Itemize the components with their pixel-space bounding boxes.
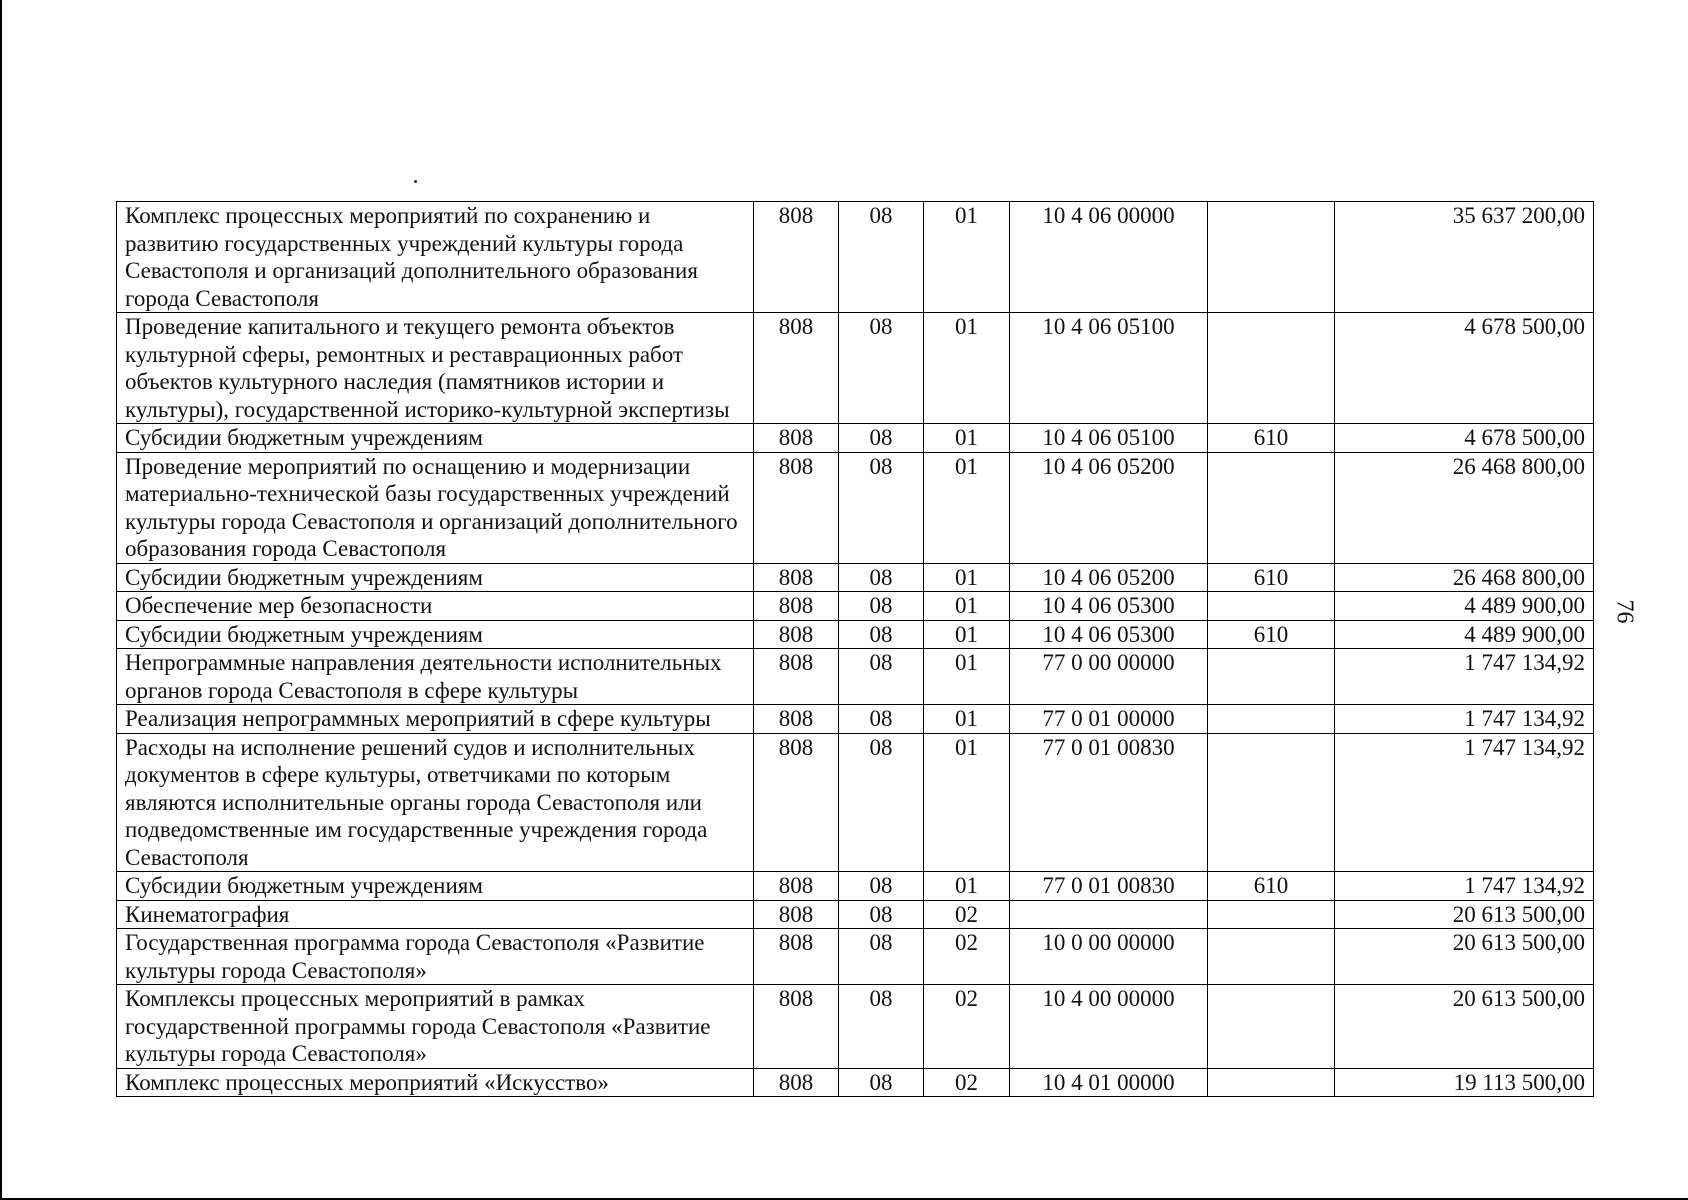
cell-name: Реализация непрограммных мероприятий в сфере культуры [117,705,754,734]
cell-csr [1010,900,1208,929]
cell-vr [1208,592,1335,621]
cell-sum: 1 747 134,92 [1335,872,1594,901]
cell-sum: 1 747 134,92 [1335,705,1594,734]
cell-vr: 610 [1208,563,1335,592]
cell-vr: 610 [1208,424,1335,453]
budget-table-body [117,202,1594,1097]
cell-rz: 08 [839,872,924,901]
cell-csr: 10 4 06 05300 [1010,592,1208,621]
cell-vr [1208,985,1335,1069]
cell-sum: 4 489 900,00 [1335,620,1594,649]
table-row [117,620,1594,649]
cell-name: Государственная программа города Севастополя «Развитие культуры города Севастополя» [117,929,754,985]
cell-vr [1208,900,1335,929]
cell-pr: 02 [924,929,1010,985]
cell-sum: 4 678 500,00 [1335,313,1594,424]
cell-csr: 77 0 01 00830 [1010,733,1208,872]
cell-ved: 808 [754,985,839,1069]
cell-rz: 08 [839,563,924,592]
cell-sum: 1 747 134,92 [1335,649,1594,705]
budget-table [116,201,1594,1097]
cell-vr [1208,1068,1335,1097]
cell-ved: 808 [754,705,839,734]
table-row [117,705,1594,734]
cell-pr: 01 [924,620,1010,649]
cell-name: Расходы на исполнение решений судов и исполнительных документов в сфере культуры, ответчиками по которым являются исполнительные органы города Севастополя или подведомственные им государственные учреждения города Севастополя [117,733,754,872]
cell-name: Обеспечение мер безопасности [117,592,754,621]
table-row [117,649,1594,705]
cell-ved: 808 [754,649,839,705]
cell-vr: 610 [1208,620,1335,649]
cell-rz: 08 [839,900,924,929]
cell-pr: 01 [924,424,1010,453]
cell-pr: 01 [924,592,1010,621]
cell-vr [1208,733,1335,872]
cell-sum: 26 468 800,00 [1335,563,1594,592]
table-row [117,424,1594,453]
cell-sum: 1 747 134,92 [1335,733,1594,872]
cell-ved: 808 [754,424,839,453]
cell-rz: 08 [839,733,924,872]
cell-sum: 20 613 500,00 [1335,900,1594,929]
page-left-edge [0,0,2,1200]
cell-ved: 808 [754,900,839,929]
cell-vr [1208,705,1335,734]
cell-pr: 02 [924,985,1010,1069]
cell-ved: 808 [754,872,839,901]
table-row [117,733,1594,872]
cell-sum: 4 678 500,00 [1335,424,1594,453]
cell-csr: 10 4 06 05100 [1010,313,1208,424]
cell-rz: 08 [839,313,924,424]
cell-csr: 10 4 06 00000 [1010,202,1208,313]
cell-ved: 808 [754,620,839,649]
cell-vr [1208,452,1335,563]
cell-sum: 26 468 800,00 [1335,452,1594,563]
cell-csr: 10 4 01 00000 [1010,1068,1208,1097]
cell-ved: 808 [754,1068,839,1097]
cell-csr: 10 4 06 05100 [1010,424,1208,453]
cell-pr: 01 [924,705,1010,734]
cell-pr: 01 [924,872,1010,901]
cell-name: Проведение мероприятий по оснащению и модернизации материально-технической базы государственных учреждений культуры города Севастополя и организаций дополнительного образования города Севастополя [117,452,754,563]
cell-sum: 4 489 900,00 [1335,592,1594,621]
table-row [117,1068,1594,1097]
cell-sum: 20 613 500,00 [1335,929,1594,985]
cell-name: Субсидии бюджетным учреждениям [117,563,754,592]
cell-pr: 02 [924,900,1010,929]
table-row [117,452,1594,563]
cell-rz: 08 [839,985,924,1069]
cell-rz: 08 [839,1068,924,1097]
cell-name: Субсидии бюджетным учреждениям [117,872,754,901]
cell-rz: 08 [839,202,924,313]
cell-name: Комплекс процессных мероприятий по сохранению и развитию государственных учреждений культуры города Севастополя и организаций дополнительного образования города Севастополя [117,202,754,313]
table-row [117,592,1594,621]
cell-ved: 808 [754,202,839,313]
cell-pr: 01 [924,202,1010,313]
cell-vr [1208,929,1335,985]
table-row [117,313,1594,424]
table-row [117,563,1594,592]
cell-rz: 08 [839,620,924,649]
cell-rz: 08 [839,649,924,705]
cell-csr: 77 0 01 00000 [1010,705,1208,734]
table-row [117,900,1594,929]
cell-vr [1208,649,1335,705]
cell-pr: 02 [924,1068,1010,1097]
cell-vr: 610 [1208,872,1335,901]
cell-csr: 10 4 06 05200 [1010,563,1208,592]
cell-pr: 01 [924,733,1010,872]
cell-csr: 10 4 06 05200 [1010,452,1208,563]
cell-rz: 08 [839,592,924,621]
cell-vr [1208,313,1335,424]
cell-csr: 10 4 00 00000 [1010,985,1208,1069]
cell-rz: 08 [839,424,924,453]
cell-ved: 808 [754,592,839,621]
cell-csr: 77 0 01 00830 [1010,872,1208,901]
table-row [117,872,1594,901]
cell-name: Проведение капитального и текущего ремонта объектов культурной сферы, ремонтных и реставрационных работ объектов культурного наследия (памятников истории и культуры), государственной историко-культурной экспертизы [117,313,754,424]
cell-rz: 08 [839,705,924,734]
cell-csr: 10 0 00 00000 [1010,929,1208,985]
cell-pr: 01 [924,563,1010,592]
cell-name: Кинематография [117,900,754,929]
table-row [117,985,1594,1069]
cell-vr [1208,202,1335,313]
cell-ved: 808 [754,313,839,424]
cell-sum: 35 637 200,00 [1335,202,1594,313]
cell-csr: 77 0 00 00000 [1010,649,1208,705]
cell-name: Субсидии бюджетным учреждениям [117,620,754,649]
cell-ved: 808 [754,563,839,592]
cell-pr: 01 [924,649,1010,705]
cell-rz: 08 [839,452,924,563]
cell-pr: 01 [924,313,1010,424]
cell-ved: 808 [754,733,839,872]
cell-rz: 08 [839,929,924,985]
cell-pr: 01 [924,452,1010,563]
cell-csr: 10 4 06 05300 [1010,620,1208,649]
cell-ved: 808 [754,929,839,985]
cell-name: Непрограммные направления деятельности исполнительных органов города Севастополя в сфере культуры [117,649,754,705]
cell-ved: 808 [754,452,839,563]
table-row [117,929,1594,985]
cell-sum: 19 113 500,00 [1335,1068,1594,1097]
cell-name: Комплекс процессных мероприятий «Искусство» [117,1068,754,1097]
table-row [117,202,1594,313]
cell-name: Комплексы процессных мероприятий в рамках государственной программы города Севастополя «Развитие культуры города Севастополя» [117,985,754,1069]
page-number: 76 [1611,599,1638,624]
scan-speck [414,180,417,183]
cell-sum: 20 613 500,00 [1335,985,1594,1069]
cell-name: Субсидии бюджетным учреждениям [117,424,754,453]
